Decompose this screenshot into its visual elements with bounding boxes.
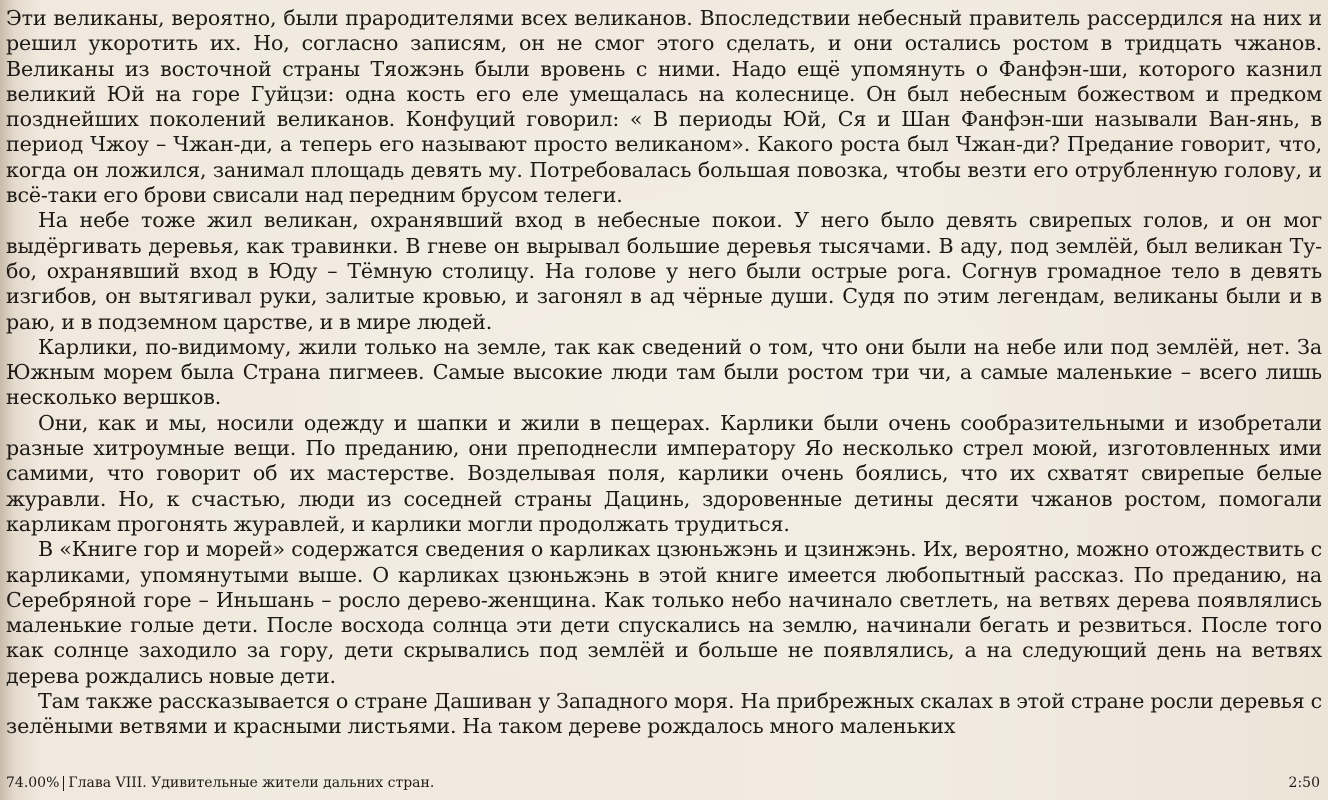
- paragraph-2: На небе тоже жил великан, охранявший вход в небесные покои. У него было девять свирепых голов, и он мог выдёргивать деревья, как травинки. В гневе он вырывал большие деревья тысячами. В аду, под землёй, был великан Ту-бо, охранявший вход в Юду – Тёмную столицу. На голове у него были острые рога. Согнув громадное тело в девять изгибов, он вытягивал руки, залитые кровью, и загонял в ад чёрные души. Судя по этим легендам, великаны были и в раю, и в подземном царстве, и в мире людей.: [6, 208, 1322, 334]
- paragraph-4: Они, как и мы, носили одежду и шапки и жили в пещерах. Карлики были очень сообразительными и изобретали разные хитроумные вещи. По преданию, они преподнесли императору Яо несколько стрел моюй, изготовленных ими самими, что говорит об их мастерстве. Возделывая поля, карлики очень боялись, что их схватят свирепые белые журавли. Но, к счастью, люди из соседней страны Дацинь, здоровенные детины десяти чжанов ростом, помогали карликам прогонять журавлей, и карлики могли продолжать трудиться.: [6, 410, 1322, 536]
- book-text-area[interactable]: [6, 6, 1322, 770]
- paragraph-3: Карлики, по-видимому, жили только на земле, так как сведений о том, что они были на небе или под землёй, нет. За Южным морем была Страна пигмеев. Самые высокие люди там были ростом три чи, а самые маленькие – всего лишь несколько вершков.: [6, 334, 1322, 410]
- chapter-title: Глава VIII. Удивительные жители дальних стран.: [68, 775, 435, 791]
- paragraph-1: Эти великаны, вероятно, были прародителями всех великанов. Впоследствии небесный правитель рассердился на них и решил укоротить их. Но, согласно записям, он не смог этого сделать, и они остались ростом в тридцать чжанов. Великаны из восточной страны Тяожэнь были вровень с ними. Надо ещё упомянуть о Фанфэн-ши, которого казнил великий Юй на горе Гуйцзи: одна кость его еле умещалась на колеснице. Он был небесным божеством и предком позднейших поколений великанов. Конфуций говорил: « В периоды Юй, Ся и Шан Фанфэн-ши называли Ван-янь, в период Чжоу – Чжан-ди, а теперь его называют просто великаном». Какого роста был Чжан-ди? Предание говорит, что, когда он ложился, занимал площадь девять му. Потребовалась большая повозка, чтобы везти его отрубленную голову, и всё-таки его брови свисали над передним брусом телеги.: [6, 6, 1322, 208]
- clock-time: 2:50: [1288, 775, 1320, 791]
- status-bar: [6, 772, 1320, 794]
- status-left: [6, 772, 434, 794]
- paragraph-5: В «Книге гор и морей» содержатся сведения о карликах цзюньжэнь и цзинжэнь. Их, вероятно, можно отождествить с карликами, упомянутыми выше. О карликах цзюньжэнь в этой книге имеется любопытный рассказ. По преданию, на Серебряной горе – Иньшань – росло дерево-женщина. Как только небо начинало светлеть, на ветвях дерева появлялись маленькие голые дети. После восхода солнца эти дети спускались на землю, начинали бегать и резвиться. После того как солнце заходило за гору, дети скрывались под землёй и больше не появлялись, а на следующий день на ветвях дерева рождались новые дети.: [6, 537, 1322, 688]
- reading-progress: 74.00%: [6, 775, 60, 791]
- paragraph-6: Там также рассказывается о стране Дашиван у Западного моря. На прибрежных скалах в этой стране росли деревья с зелёными ветвями и красными листьями. На таком дереве рождалось много маленьких: [6, 689, 1322, 739]
- status-separator: [63, 776, 64, 791]
